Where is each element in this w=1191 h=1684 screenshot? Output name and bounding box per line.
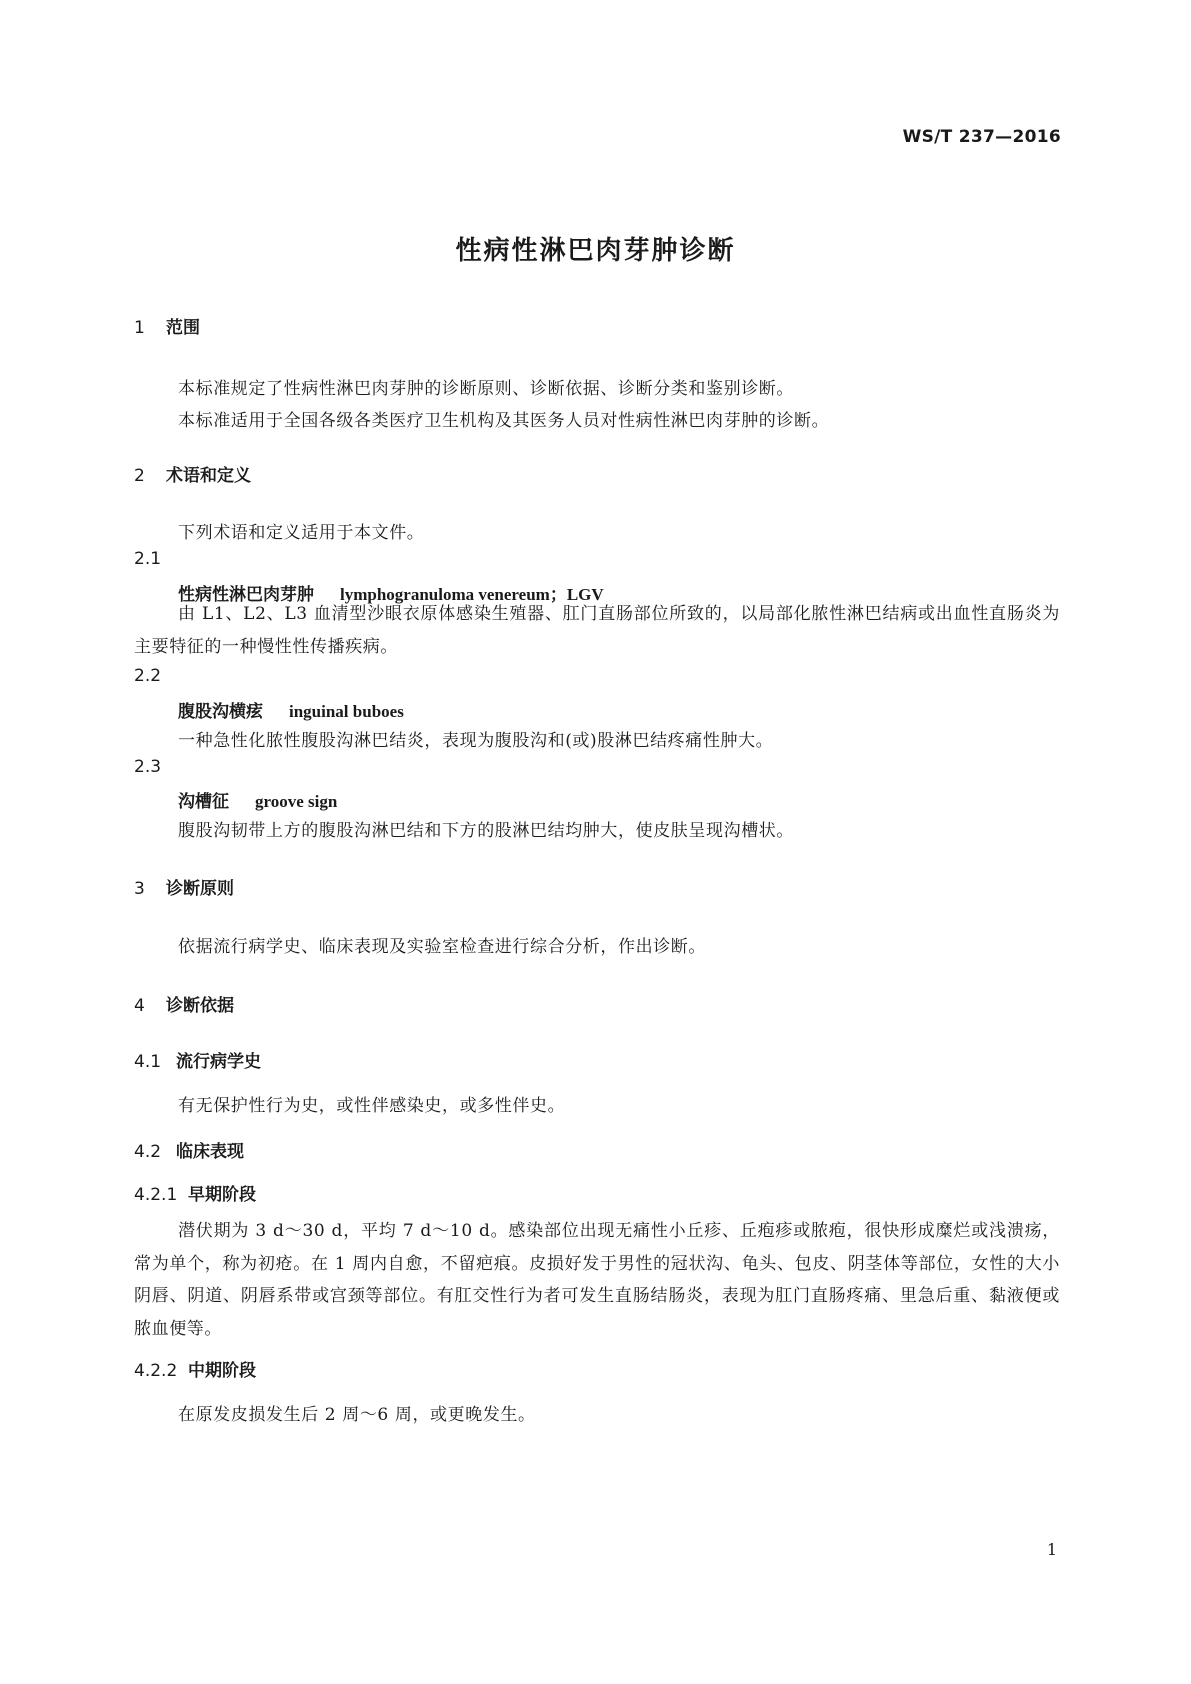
term-chinese: 性病性淋巴肉芽肿 [178,585,314,605]
paragraph: 依据流行病学史、临床表现及实验室检查进行综合分析，作出诊断。 [178,937,706,957]
section-number: 4 [134,996,145,1016]
section-title: 临床表现 [176,1142,244,1162]
paragraph: 下列术语和定义适用于本文件。 [178,523,425,543]
section-title: 诊断依据 [166,996,234,1016]
section-number: 4.2.1 [134,1185,178,1205]
section-title: 早期阶段 [188,1185,256,1205]
term-number: 2.2 [134,666,162,686]
section-title: 诊断原则 [166,879,234,899]
section-4-2-1-heading [134,1180,256,1205]
term-chinese: 腹股沟横痃 [178,702,263,722]
paragraph: 本标准规定了性病性淋巴肉芽肿的诊断原则、诊断依据、诊断分类和鉴别诊断。 [178,379,794,399]
page-number: 1 [1046,1540,1057,1559]
section-2-heading [134,461,251,486]
term-chinese: 沟槽征 [178,792,229,812]
section-number: 4.2.2 [134,1361,178,1381]
paragraph: 本标准适用于全国各级各类医疗卫生机构及其医务人员对性病性淋巴肉芽肿的诊断。 [178,411,830,431]
section-title: 范围 [166,318,200,338]
document-title: 性病性淋巴肉芽肿诊断 [455,236,736,266]
term-number: 2.1 [134,549,162,569]
term-entry [178,787,337,812]
section-number: 1 [134,318,145,338]
term-definition: 一种急性化脓性腹股沟淋巴结炎，表现为腹股沟和(或)股淋巴结疼痛性肿大。 [178,731,774,751]
section-3-heading [134,874,234,899]
standard-code: WS/T 237—2016 [902,127,1061,147]
paragraph: 在原发皮损发生后 2 周～6 周，或更晚发生。 [178,1405,536,1425]
term-entry [178,697,404,722]
section-number: 4.2 [134,1142,162,1162]
term-english: inguinal buboes [289,702,404,721]
term-definition: 由 L1、L2、L3 血清型沙眼衣原体感染生殖器、肛门直肠部位所致的，以局部化脓性淋巴结病或出血性直肠炎为主要特征的一种慢性性传播疾病。 [134,604,1060,657]
section-number: 2 [134,466,145,486]
paragraph: 有无保护性行为史，或性伴感染史，或多性伴史。 [178,1096,566,1116]
term-number: 2.3 [134,757,162,777]
section-title: 中期阶段 [188,1361,256,1381]
section-1-heading [134,313,200,338]
section-4-2-heading [134,1137,244,1162]
term-definition: 腹股沟韧带上方的腹股沟淋巴结和下方的股淋巴结均肿大，使皮肤呈现沟槽状。 [178,821,794,841]
section-title: 术语和定义 [166,466,251,486]
section-number: 4.1 [134,1052,162,1072]
section-number: 3 [134,879,145,899]
section-4-2-2-heading [134,1356,256,1381]
term-english: lymphogranuloma venereum；LGV [340,585,604,604]
section-title: 流行病学史 [176,1052,261,1072]
paragraph: 潜伏期为 3 d～30 d，平均 7 d～10 d。感染部位出现无痛性小丘疹、丘疱疹或脓疱，很快形成糜烂或浅溃疡，常为单个，称为初疮。在 1 周内自愈，不留疤痕。皮损好发于男性的冠状沟、龟头、包皮、阴茎体等部位，女性的大小阴唇、阴道、阴唇系带或宫颈等部位。有肛交性行为者可发生直肠结肠炎，表现为肛门直肠疼痛、里急后重、黏液便或脓血便等。 [134,1221,1060,1339]
section-4-heading [134,991,234,1016]
section-4-1-heading [134,1047,261,1072]
term-english: groove sign [255,792,338,811]
